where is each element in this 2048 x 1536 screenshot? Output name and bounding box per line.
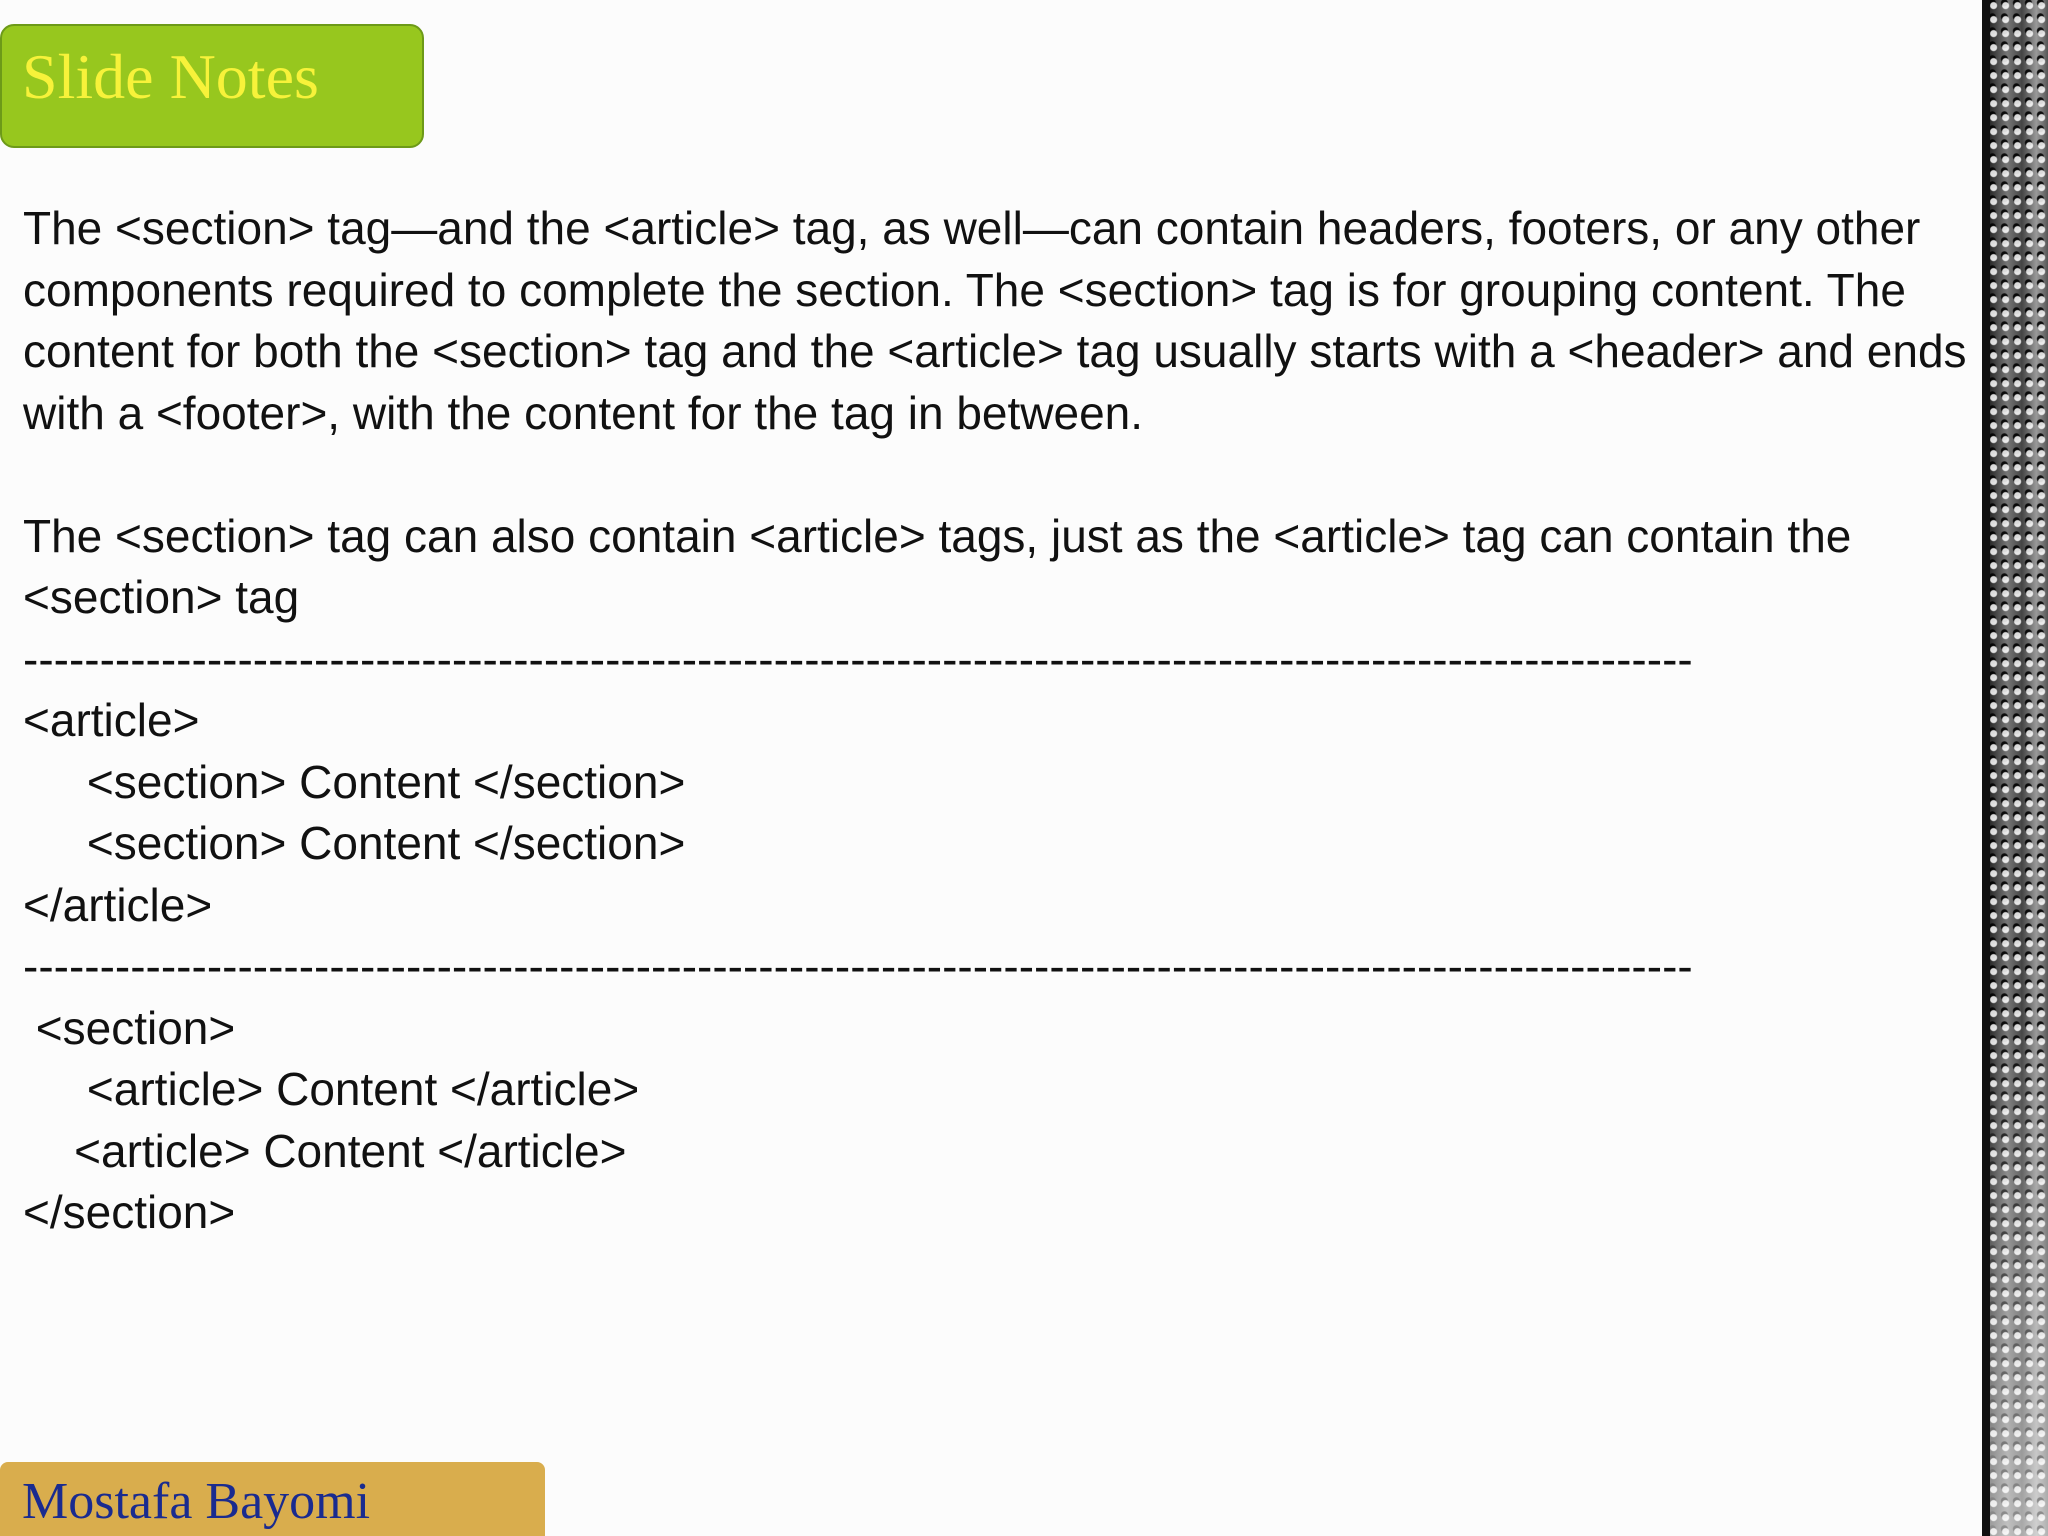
slide-edge-bar	[1982, 0, 1990, 1536]
code-line: </section>	[23, 1186, 236, 1238]
slide-edge-texture	[1990, 0, 2048, 1536]
code-line: <section> Content </section>	[23, 817, 686, 869]
author-name: Mostafa Bayomi	[22, 1473, 371, 1530]
code-line: <article> Content </article>	[23, 1063, 640, 1115]
code-line: <section> Content </section>	[23, 755, 686, 808]
paragraph-1: The <section> tag—and the <article> tag, as well—can contain headers, footers, or any other components required to complete the section. The <section> tag is for grouping content. The content for both the <section> tag and the <article> tag usually starts with a <header> and ends with a <footer>, with the content for the tag in between.	[23, 202, 1980, 439]
code-line: <article>	[23, 694, 200, 746]
slide-title: Slide Notes	[22, 41, 319, 112]
code-line: </article>	[23, 878, 213, 931]
paragraph-2: The <section> tag can also contain <article> tags, just as the <article> tag can contain the <section> tag	[23, 509, 1865, 623]
divider-line-1: -------------------------------------------------------------------------------------------------------------	[23, 632, 1693, 685]
title-box	[0, 24, 424, 148]
code-line: <article> Content </article>	[23, 1124, 627, 1177]
divider-line-2: -------------------------------------------------------------------------------------------------------------	[23, 940, 1693, 992]
code-line: <section>	[23, 1001, 236, 1054]
author-box	[0, 1462, 545, 1536]
paragraph-spacer	[23, 444, 1983, 506]
notes-body	[23, 198, 1983, 1244]
